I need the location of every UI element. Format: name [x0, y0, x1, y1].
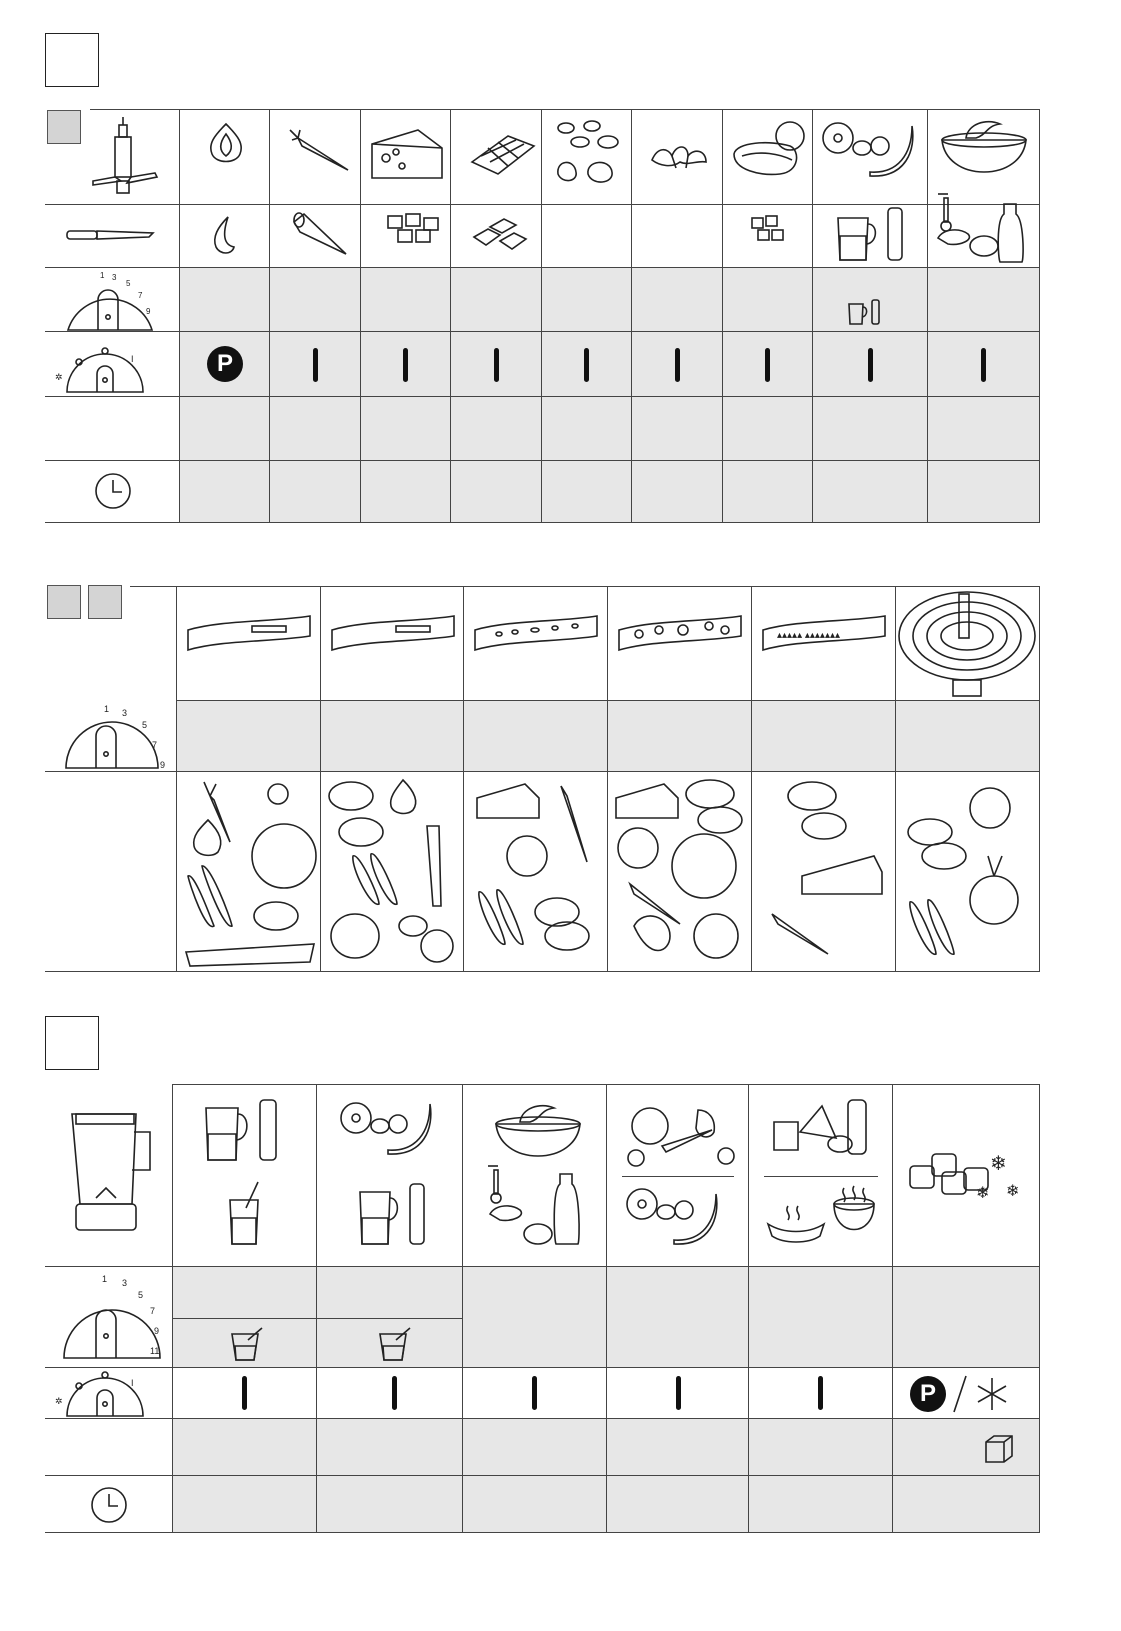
parsley-icon — [648, 136, 710, 170]
vegetables-illustration — [467, 776, 605, 968]
coarse-shredding-disc-icon — [613, 610, 747, 656]
nuts-icon — [552, 120, 626, 196]
continuous-mode-mark — [818, 1376, 823, 1410]
svg-text:5: 5 — [138, 1290, 144, 1300]
eggs-oil-icon — [484, 1164, 584, 1250]
pulse-dial-icon — [55, 346, 155, 394]
continuous-mode-mark — [242, 1376, 247, 1410]
pulse-program-badge: P — [910, 1376, 946, 1412]
continuous-mode-mark — [494, 348, 499, 382]
continuous-mode-mark — [765, 348, 770, 382]
speed-dial-icon — [58, 706, 168, 770]
blender-jug-icon — [62, 1108, 158, 1238]
carrot-icon — [288, 128, 352, 174]
continuous-mode-mark — [584, 348, 589, 382]
cheese-icon — [368, 126, 446, 182]
svg-text:9: 9 — [160, 760, 166, 770]
speed-dial-icon — [56, 1272, 168, 1360]
ice-cubes-icon — [906, 1148, 1026, 1204]
grating-disc-icon — [757, 610, 891, 656]
chocolate-pieces-icon — [470, 215, 530, 251]
vegetables-illustration — [610, 776, 748, 968]
svg-text:I: I — [131, 1378, 134, 1388]
chopper-blade-icon — [85, 115, 165, 200]
vegetables-illustration — [754, 776, 892, 968]
timer-icon — [94, 472, 132, 510]
shredding-disc-icon — [469, 610, 603, 656]
milk-jug-bottle-icon — [354, 1182, 434, 1248]
pulse-dial-icon — [55, 1370, 155, 1418]
fruit-icon — [622, 1184, 732, 1248]
section-1-sublabel-box — [47, 110, 81, 144]
slicing-disc-icon — [326, 610, 460, 656]
svg-text:✲: ✲ — [55, 1396, 63, 1406]
svg-text:❄: ❄ — [990, 1153, 1007, 1175]
svg-text:9: 9 — [146, 307, 151, 316]
svg-text:I: I — [131, 354, 134, 364]
vegetables-illustration — [898, 776, 1036, 968]
meat-icon — [730, 120, 806, 178]
continuous-mode-mark — [532, 1376, 537, 1410]
speed-dial-icon — [60, 270, 160, 332]
svg-text:3: 3 — [122, 1278, 128, 1288]
timer-icon — [90, 1486, 128, 1524]
svg-text:7: 7 — [152, 740, 158, 750]
cream-bowl-icon — [936, 114, 1032, 176]
pulse-program-badge: P — [207, 346, 243, 382]
svg-text:1: 1 — [104, 704, 110, 714]
svg-text:5: 5 — [126, 279, 131, 288]
section-2-label-box-b — [88, 585, 122, 619]
meat-cubes-icon — [748, 214, 788, 248]
soup-icon — [764, 1184, 880, 1252]
glass-symbol-icon — [376, 1326, 416, 1364]
eggs-oil-icon — [934, 184, 1030, 264]
svg-text:✲: ✲ — [55, 372, 63, 382]
section-1-label-box — [45, 33, 99, 87]
chocolate-icon — [468, 132, 536, 176]
continuous-mode-mark — [868, 348, 873, 382]
dairy-eggs-icon — [770, 1098, 880, 1160]
continuous-mode-mark — [675, 348, 680, 382]
svg-text:5: 5 — [142, 720, 148, 730]
vegetables-illustration — [180, 776, 318, 968]
svg-text:❄: ❄ — [976, 1185, 990, 1202]
svg-text:11: 11 — [150, 1346, 160, 1356]
milk-jug-bottle-icon — [200, 1098, 290, 1248]
cheese-cubes-icon — [384, 210, 444, 246]
section-3-label-box — [45, 1016, 99, 1070]
ice-cube-icon — [982, 1434, 1016, 1464]
slash-divider-icon — [950, 1374, 970, 1414]
svg-text:▴▴▴▴▴ ▴▴▴▴▴▴▴: ▴▴▴▴▴ ▴▴▴▴▴▴▴ — [777, 630, 841, 641]
fruit-icon — [818, 120, 922, 180]
svg-text:1: 1 — [102, 1274, 108, 1284]
svg-text:1: 1 — [100, 271, 105, 280]
vegetables-icon — [622, 1100, 736, 1170]
svg-text:3: 3 — [112, 273, 117, 282]
glass-symbol-icon — [228, 1326, 268, 1364]
small-jug-bottle-icon — [846, 298, 882, 326]
svg-text:9: 9 — [154, 1326, 160, 1336]
continuous-mode-mark — [392, 1376, 397, 1410]
continuous-mode-mark — [676, 1376, 681, 1410]
carrot-piece-icon — [290, 212, 350, 258]
slicing-disc-icon — [182, 610, 316, 656]
svg-text:3: 3 — [122, 708, 128, 718]
section-2-label-box-a — [47, 585, 81, 619]
ice-crush-snowflake-icon — [972, 1374, 1012, 1414]
knife-icon — [65, 228, 155, 242]
svg-text:7: 7 — [138, 291, 143, 300]
continuous-mode-mark — [313, 348, 318, 382]
onion-icon — [204, 120, 248, 168]
continuous-mode-mark — [981, 348, 986, 382]
milk-jug-bottle-icon — [832, 204, 912, 264]
onion-slice-icon — [208, 215, 238, 255]
fruit-icon — [336, 1098, 446, 1158]
svg-text:7: 7 — [150, 1306, 156, 1316]
french-fry-disc-icon — [897, 588, 1037, 698]
vegetables-illustration — [323, 776, 461, 968]
continuous-mode-mark — [403, 348, 408, 382]
cream-bowl-icon — [490, 1098, 586, 1160]
svg-text:❄: ❄ — [1006, 1183, 1020, 1200]
